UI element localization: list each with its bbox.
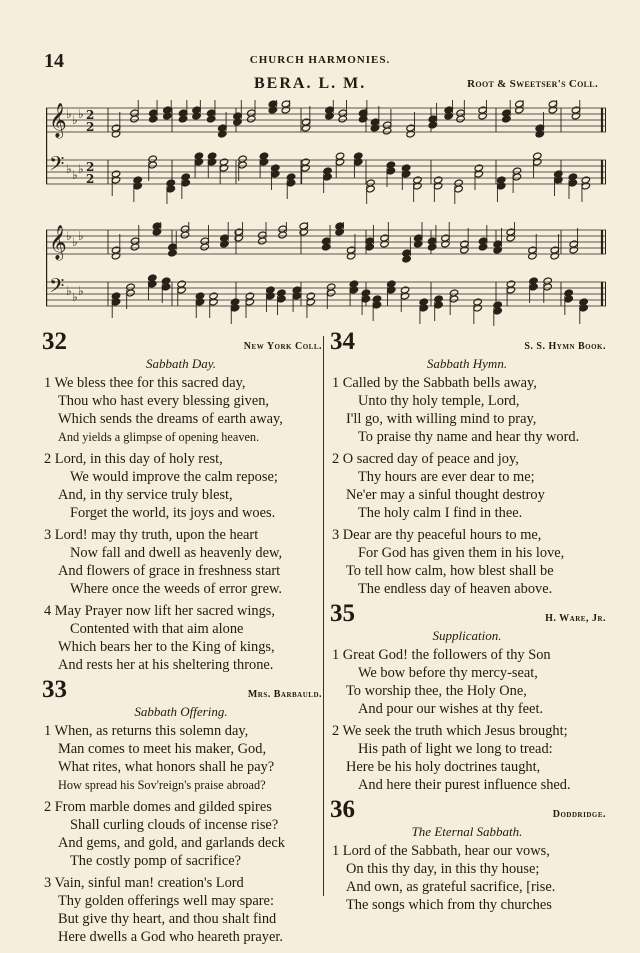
note-head xyxy=(449,295,458,303)
verse-line: Thy hours are ever dear to me; xyxy=(358,469,535,485)
right-column xyxy=(328,330,606,918)
note-head xyxy=(361,295,370,303)
flat-icon: ♭ xyxy=(66,229,72,243)
note-head xyxy=(478,112,487,120)
verse-line: 2 O sacred day of peace and joy, xyxy=(332,451,519,467)
note-head xyxy=(247,115,256,123)
verse-line: 1 We bless thee for this sacred day, xyxy=(44,375,246,391)
stanza xyxy=(40,722,322,794)
hymn-author: Mrs. Barbauld. xyxy=(247,689,322,700)
hymn-subtitle: Supplication. xyxy=(432,628,502,643)
bass-clef-icon: 𝄢 xyxy=(49,152,65,180)
hymn-34 xyxy=(328,330,606,598)
note-head xyxy=(281,106,290,114)
verse-line: 3 Lord! may thy truth, upon the heart xyxy=(44,527,259,543)
note-head xyxy=(571,112,580,120)
verse-line: Man comes to meet his maker, God, xyxy=(58,741,267,757)
note-head xyxy=(299,228,308,236)
note-head xyxy=(301,124,310,132)
note-head xyxy=(478,243,487,251)
stanza xyxy=(328,374,606,446)
note-head xyxy=(207,158,216,166)
note-head xyxy=(427,243,436,251)
verse-line: The holy calm I find in thee. xyxy=(358,505,523,521)
note-head xyxy=(149,115,158,123)
note-head xyxy=(444,112,453,120)
hymn-subtitle: The Eternal Sabbath. xyxy=(411,824,523,839)
music-system-1 xyxy=(46,100,608,204)
note-head xyxy=(387,286,396,294)
note-head xyxy=(581,182,590,190)
flat-icon: ♭ xyxy=(72,168,78,182)
note-head xyxy=(413,182,422,190)
verse-line: 3 Vain, sinful man! creation's Lord xyxy=(44,875,244,891)
note-head xyxy=(192,112,201,120)
music-score-2 xyxy=(46,222,608,326)
verse-line: Contented with that aim alone xyxy=(70,621,244,637)
verse-line: Now fall and dwell as heavenly dew, xyxy=(70,545,283,561)
note-head xyxy=(529,283,538,291)
time-signature: 2 xyxy=(86,120,95,134)
note-head xyxy=(372,301,381,309)
note-head xyxy=(353,158,362,166)
note-head xyxy=(177,286,186,294)
note-head xyxy=(181,179,190,187)
note-head xyxy=(533,158,542,166)
note-head xyxy=(130,243,139,251)
note-head xyxy=(413,240,422,248)
note-head xyxy=(506,234,515,242)
verse-line: Which bears her to the King of kings, xyxy=(58,639,275,655)
stanza xyxy=(40,798,322,870)
verse-line: And own, as grateful sacrifice, [rise. xyxy=(346,879,556,895)
hymn-number: 36 xyxy=(330,796,355,823)
stanza xyxy=(328,842,606,914)
verse-line: And flowers of grace in freshness start xyxy=(58,563,281,579)
note-head xyxy=(130,115,139,123)
note-head xyxy=(433,182,442,190)
flat-icon: ♭ xyxy=(72,235,78,249)
tune-title: BERA. L. M. xyxy=(254,75,367,92)
stanza xyxy=(40,526,322,598)
note-head xyxy=(286,179,295,187)
verse-line: 3 Dear are thy peaceful hours to me, xyxy=(332,527,542,543)
stanza xyxy=(40,874,322,946)
flat-icon: ♭ xyxy=(72,113,78,127)
note-head xyxy=(266,292,275,300)
note-head xyxy=(335,158,344,166)
note-head xyxy=(535,130,544,138)
note-head xyxy=(325,112,334,120)
verse-line: On this thy day, in this thy house; xyxy=(346,861,540,877)
verse-line: Thy golden offerings well may spare: xyxy=(58,893,274,909)
verse-line: To praise thy name and hear thy word. xyxy=(358,429,580,445)
time-signature: 2 xyxy=(86,108,95,122)
note-head xyxy=(512,173,521,181)
note-head xyxy=(419,304,428,312)
verse-line: What rites, what honors shall he pay? xyxy=(58,759,275,775)
verse-line: Shall curling clouds of incense rise? xyxy=(70,817,279,833)
verse-line: 2 We seek the truth which Jesus brought; xyxy=(332,723,568,739)
note-head xyxy=(234,234,243,242)
note-head xyxy=(400,292,409,300)
verse-line: 4 May Prayer now lift her sacred wings, xyxy=(44,603,275,619)
verse-line: We would improve the calm repose; xyxy=(70,469,278,485)
note-head xyxy=(346,252,355,260)
note-head xyxy=(382,127,391,135)
note-head xyxy=(506,286,515,294)
verse-line: Here dwells a God who heareth prayer. xyxy=(58,929,283,945)
note-head xyxy=(245,298,254,306)
note-head xyxy=(322,243,331,251)
hymn-number: 35 xyxy=(330,600,355,627)
note-head xyxy=(111,176,120,184)
verse-line: 1 Great God! the followers of thy Son xyxy=(332,647,551,663)
flat-icon: ♭ xyxy=(78,284,84,298)
verse-line: And yields a glimpse of opening heaven. xyxy=(58,430,260,444)
note-head xyxy=(406,130,415,138)
note-head xyxy=(370,124,379,132)
flat-icon: ♭ xyxy=(78,162,84,176)
note-head xyxy=(271,170,280,178)
note-head xyxy=(220,240,229,248)
note-head xyxy=(111,130,120,138)
note-head xyxy=(133,182,142,190)
verse-line: Ne'er may a sinful thought destroy xyxy=(346,487,545,503)
flat-icon: ♭ xyxy=(66,107,72,121)
hymn-subtitle: Sabbath Hymn. xyxy=(426,356,508,371)
verse-line: Where once the weeds of error grew. xyxy=(70,581,283,597)
note-head xyxy=(200,243,209,251)
verse-line: 2 Lord, in this day of holy rest, xyxy=(44,451,223,467)
note-head xyxy=(306,298,315,306)
flat-icon: ♭ xyxy=(66,284,72,298)
note-head xyxy=(402,255,411,263)
note-head xyxy=(515,106,524,114)
verse-line: And pour our wishes at thy feet. xyxy=(358,701,544,717)
verse-line: The endless day of heaven above. xyxy=(358,581,553,597)
hymn-author: New York Coll. xyxy=(243,341,322,352)
note-head xyxy=(554,176,563,184)
music-system-2 xyxy=(46,222,608,326)
flat-icon: ♭ xyxy=(66,162,72,176)
note-head xyxy=(579,304,588,312)
note-head xyxy=(569,246,578,254)
note-head xyxy=(460,246,469,254)
column-divider xyxy=(323,336,324,896)
verse-line: To worship thee, the Holy One, xyxy=(346,683,527,699)
note-head xyxy=(335,228,344,236)
note-head xyxy=(380,240,389,248)
hymn-number: 34 xyxy=(330,328,355,355)
note-head xyxy=(152,228,161,236)
verse-line: Here be his holy doctrines taught, xyxy=(346,759,541,775)
flat-icon: ♭ xyxy=(72,290,78,304)
hymn-author: Doddridge. xyxy=(552,809,606,820)
note-head xyxy=(496,182,505,190)
note-head xyxy=(428,121,437,129)
stanza xyxy=(328,646,606,718)
note-head xyxy=(219,164,228,172)
running-head: CHURCH HARMONIES. xyxy=(249,54,391,66)
note-head xyxy=(278,231,287,239)
flat-icon: ♭ xyxy=(78,107,84,121)
hymn-author: H. Ware, Jr. xyxy=(545,613,606,624)
stanza xyxy=(328,526,606,598)
hymn-number: 32 xyxy=(42,328,67,355)
note-head xyxy=(259,158,268,166)
note-head xyxy=(277,295,286,303)
verse-line: 2 From marble domes and gilded spires xyxy=(44,799,272,815)
note-head xyxy=(195,298,204,306)
note-head xyxy=(564,295,573,303)
time-signature: 2 xyxy=(86,172,95,186)
verse-line: The costly pomp of sacrifice? xyxy=(70,853,242,869)
note-head xyxy=(180,231,189,239)
note-head xyxy=(206,115,215,123)
note-head xyxy=(292,292,301,300)
verse-line: And, in thy service truly blest, xyxy=(58,487,233,503)
note-head xyxy=(194,158,203,166)
treble-clef-icon: 𝄞 xyxy=(49,103,67,138)
verse-line: And gems, and gold, and garlands deck xyxy=(58,835,285,851)
stanza xyxy=(328,722,606,794)
note-head xyxy=(268,106,277,114)
stanza xyxy=(40,450,322,522)
note-head xyxy=(502,115,511,123)
hymn-36 xyxy=(328,798,606,914)
tune-source: Root & Sweetser's Coll. xyxy=(467,78,598,90)
bass-clef-icon: 𝄢 xyxy=(49,274,65,302)
verse-line: I'll go, with willing mind to pray, xyxy=(346,411,537,427)
hymn-subtitle: Sabbath Day. xyxy=(145,356,217,371)
note-head xyxy=(126,289,135,297)
verse-line: Which sends the dreams of earth away, xyxy=(58,411,283,427)
note-head xyxy=(543,283,552,291)
verse-line: 1 Called by the Sabbath bells away, xyxy=(332,375,537,391)
stanza xyxy=(40,374,322,446)
hymn-number: 33 xyxy=(42,676,67,703)
verse-line: We bow before thy mercy-seat, xyxy=(358,665,538,681)
note-head xyxy=(473,304,482,312)
note-head xyxy=(349,286,358,294)
verse-line: And here their purest influence shed. xyxy=(358,777,571,793)
note-head xyxy=(454,185,463,193)
note-head xyxy=(238,161,247,169)
note-head xyxy=(528,252,537,260)
note-head xyxy=(233,118,242,126)
note-head xyxy=(326,289,335,297)
note-head xyxy=(550,252,559,260)
verse-line: To tell how calm, how blest shall be xyxy=(346,563,554,579)
stanza xyxy=(40,602,322,674)
note-head xyxy=(401,170,410,178)
note-head xyxy=(366,185,375,193)
note-head xyxy=(168,249,177,257)
note-head xyxy=(148,161,157,169)
note-head xyxy=(323,173,332,181)
hymn-35 xyxy=(328,602,606,794)
music-score-1 xyxy=(46,100,608,204)
note-head xyxy=(456,115,465,123)
note-head xyxy=(178,115,187,123)
time-signature: 2 xyxy=(86,160,95,174)
verse-line: The songs which from thy churches xyxy=(346,897,552,913)
hymn-32 xyxy=(40,330,322,674)
verse-line: How spread his Sov'reign's praise abroad? xyxy=(58,778,266,792)
note-head xyxy=(548,106,557,114)
treble-clef-icon: 𝄞 xyxy=(49,225,67,260)
note-head xyxy=(258,237,267,245)
note-head xyxy=(493,307,502,315)
note-head xyxy=(301,164,310,172)
flat-icon: ♭ xyxy=(78,229,84,243)
stanza xyxy=(328,450,606,522)
verse-line: For God has given them in his love, xyxy=(358,545,565,561)
verse-line: Unto thy holy temple, Lord, xyxy=(358,393,520,409)
verse-line: 1 When, as returns this solemn day, xyxy=(44,723,249,739)
note-head xyxy=(161,283,170,291)
note-head xyxy=(441,240,450,248)
note-head xyxy=(163,112,172,120)
verse-line: His path of light we long to tread: xyxy=(358,741,553,757)
verse-line: 1 Lord of the Sabbath, hear our vows, xyxy=(332,843,550,859)
note-head xyxy=(434,301,443,309)
note-head xyxy=(568,179,577,187)
note-head xyxy=(386,167,395,175)
note-head xyxy=(148,280,157,288)
note-head xyxy=(111,252,120,260)
verse-line: But give thy heart, and thou shalt find xyxy=(58,911,277,927)
note-head xyxy=(230,304,239,312)
verse-line: Forget the world, its joys and woes. xyxy=(70,505,276,521)
note-head xyxy=(166,185,175,193)
note-head xyxy=(218,130,227,138)
hymn-author: S. S. Hymn Book. xyxy=(524,341,606,352)
left-column xyxy=(40,330,322,950)
page-number: 14 xyxy=(44,50,64,72)
verse-line: And rests her at his sheltering throne. xyxy=(58,657,274,673)
note-head xyxy=(338,115,347,123)
note-head xyxy=(474,170,483,178)
note-head xyxy=(111,298,120,306)
note-head xyxy=(209,298,218,306)
verse-line: Thou who hast every blessing given, xyxy=(58,393,270,409)
note-head xyxy=(493,246,502,254)
hymn-subtitle: Sabbath Offering. xyxy=(134,704,228,719)
hymn-33 xyxy=(40,678,322,946)
